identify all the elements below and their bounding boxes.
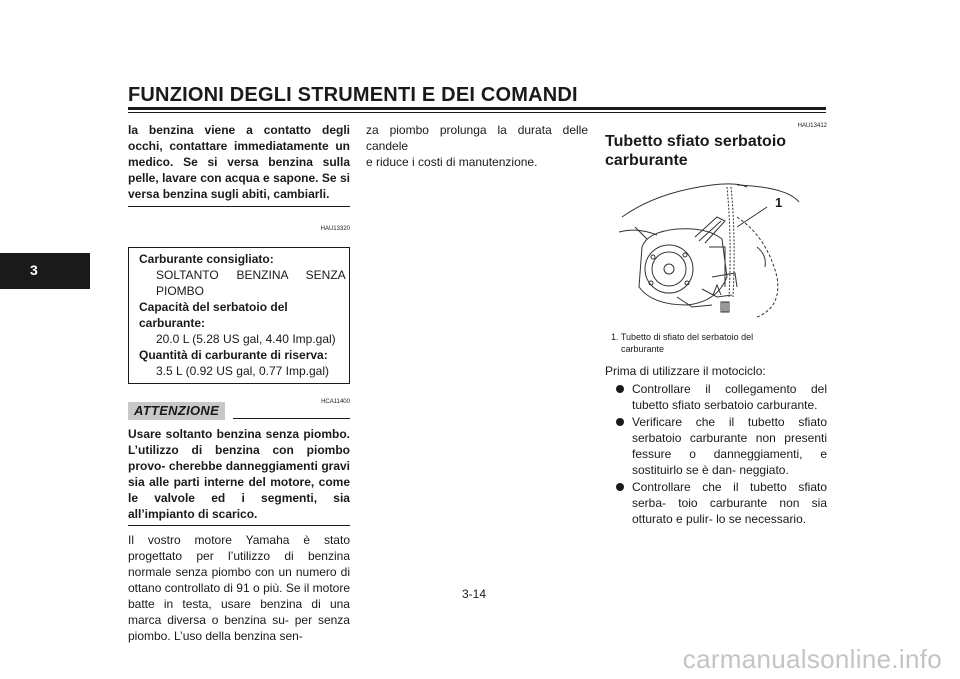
- spec-fuel-label: Carburante consigliato:: [139, 252, 274, 266]
- header-rule-thick: [128, 107, 826, 110]
- attention-header: [128, 402, 350, 420]
- warning-line: contattare immediatamente un medico.: [128, 139, 350, 169]
- section-title-line: carburante: [605, 152, 688, 169]
- spec-reserve-label: Quantità di carburante di riserva:: [139, 348, 328, 362]
- inspection-list: [605, 381, 827, 527]
- fuel-spec-box: [128, 247, 350, 384]
- caution-line: ed i segmenti, sia all’impianto di scarico.: [128, 491, 350, 521]
- list-line: neggiato.: [739, 463, 789, 477]
- spec-reserve-value: 3.5 L (0.92 US gal, 0.77 Imp.gal): [156, 364, 329, 378]
- warning-line: la benzina viene a contatto degli occhi,: [128, 123, 350, 153]
- caption-line: carburante: [621, 344, 665, 354]
- spec-fuel-value: [139, 267, 345, 299]
- warning-continuation: [128, 122, 350, 202]
- bullet-icon: [616, 483, 624, 491]
- body-line: di 91 o più. Se il motore batte in testa, usare: [128, 581, 351, 611]
- list-line: Controllare che il tubetto sfiato serba-: [632, 480, 827, 510]
- ref-code: HCA11400: [321, 399, 350, 405]
- column-right: [605, 122, 827, 528]
- chapter-number: 3: [30, 262, 38, 278]
- body-line: piombo con un numero di ottano controllato: [128, 565, 350, 595]
- caption-line: 1. Tubetto di sfiato del serbatoio del: [611, 332, 754, 342]
- attention-rule: [233, 418, 350, 419]
- spec-capacity-label-line: Capacità del serbatoio del: [139, 300, 288, 314]
- section-title: [605, 132, 827, 170]
- list-item: [605, 479, 827, 527]
- body-line: e riduce i costi di manutenzione.: [366, 155, 538, 169]
- spec-capacity-label: [139, 299, 345, 331]
- octane-paragraph: [128, 532, 350, 644]
- section-title-line: Tubetto sfiato serbatoio: [605, 133, 787, 150]
- figure-callout-number: 1: [775, 195, 783, 210]
- caution-text: [128, 426, 350, 522]
- header-rule-thin: [128, 112, 826, 113]
- list-line: sfiato serbatoio carburante.: [672, 398, 818, 412]
- octane-paragraph-continued: [366, 122, 588, 170]
- list-item: [605, 414, 827, 478]
- figure-caption: [611, 331, 827, 355]
- warning-line: sugli abiti, cambiarli.: [210, 187, 330, 201]
- page-header-title: FUNZIONI DEGLI STRUMENTI E DEI COMANDI: [128, 84, 578, 106]
- intro-text: Prima di utilizzare il motociclo:: [605, 364, 766, 378]
- warning-end-rule: [128, 206, 350, 207]
- ref-code: HAU13320: [320, 226, 350, 232]
- caution-line: parti interne del motore, come le valvole: [128, 475, 351, 505]
- spec-fuel-value-line: PIOMBO: [156, 284, 205, 298]
- caution-end-rule: [128, 525, 350, 526]
- column-middle: [366, 122, 588, 170]
- list-line: carburante non presenti fessure o: [632, 431, 827, 461]
- page-number: 3-14: [462, 587, 487, 601]
- spec-capacity-label-line: carburante:: [139, 316, 206, 330]
- caution-line: Usare soltanto benzina senza piombo.: [128, 427, 350, 441]
- body-line: benzina di una marca diversa o benzina su-: [128, 597, 350, 627]
- list-item: [605, 381, 827, 413]
- body-line: za piombo prolunga la durata delle candele: [366, 123, 588, 153]
- list-line: Verificare che il tubetto sfiato serbatoio: [632, 415, 827, 445]
- caution-line: L’utilizzo di benzina con piombo provo-: [128, 443, 350, 473]
- warning-line: Se si versa benzina sulla pelle, lavare: [128, 155, 350, 185]
- bullet-icon: [616, 418, 624, 426]
- watermark: carmanualsonline.info: [682, 644, 942, 674]
- body-line: per l’utilizzo di benzina normale senza: [128, 549, 350, 579]
- list-line: lo se necessario.: [716, 512, 807, 526]
- column-left: [128, 122, 350, 644]
- chapter-tab: [0, 253, 90, 289]
- fuel-tank-breather-hose-illustration: [617, 177, 802, 325]
- list-line: toio carburante non sia otturato e pulir-: [632, 496, 827, 526]
- spec-fuel-value-line: SOLTANTO BENZINA SENZA: [156, 268, 345, 282]
- warning-line: con acqua e sapone. Se si versa benzina: [128, 171, 350, 201]
- body-line: per senza piombo. L’uso della benzina sen-: [128, 613, 350, 643]
- bullet-icon: [616, 385, 624, 393]
- ref-code: HAU13412: [797, 123, 827, 129]
- list-line: danneggiamenti, e sostituirlo se è dan-: [632, 447, 827, 477]
- engine-illustration: [617, 177, 802, 325]
- attention-badge: ATTENZIONE: [128, 402, 225, 420]
- list-line: Controllare il collegamento del tubetto: [632, 382, 827, 412]
- body-line: Il vostro motore Yamaha è stato progettato: [128, 533, 350, 563]
- caution-line: cherebbe danneggiamenti gravi sia alle: [128, 459, 351, 489]
- spec-capacity-value: 20.0 L (5.28 US gal, 4.40 Imp.gal): [156, 332, 336, 346]
